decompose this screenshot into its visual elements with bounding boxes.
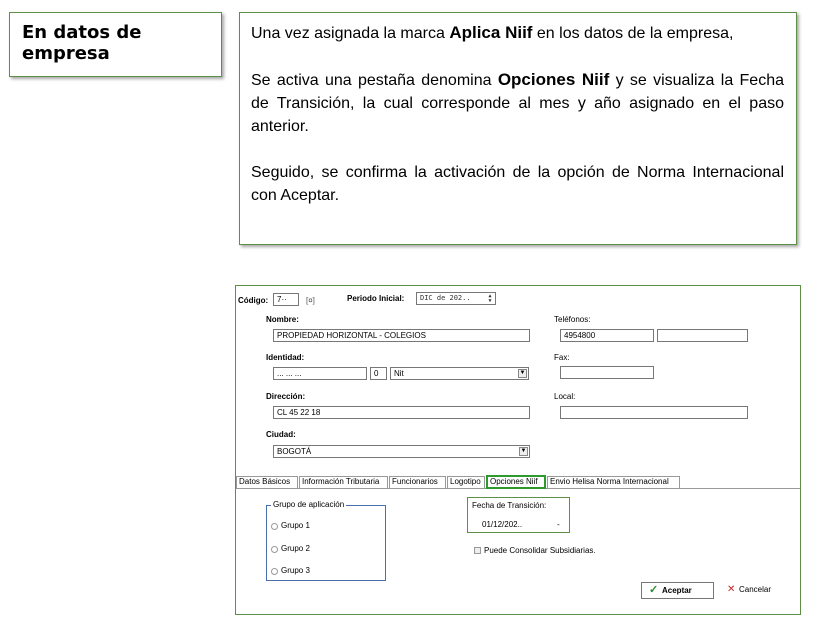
fecha-transicion-suffix: - (557, 520, 560, 529)
grupo-1-radio[interactable] (271, 523, 278, 530)
ciudad-label: Ciudad: (266, 430, 296, 439)
consolidar-checkbox[interactable] (474, 547, 481, 554)
tab-logotipo[interactable]: Logotipo (447, 476, 485, 488)
cancelar-button[interactable] (727, 582, 777, 599)
identidad-input[interactable]: ... ... ... (273, 367, 367, 380)
paragraph-3: Seguido, se confirma la activación de la opción de Norma Internacional con Aceptar. (251, 164, 784, 204)
fecha-transicion-label: Fecha de Transición: (472, 501, 547, 510)
spin-arrows-icon[interactable]: ▲ ▼ (488, 293, 492, 304)
telefonos-label: Teléfonos: (554, 315, 591, 324)
paragraph-2: Se activa una pestaña denomina Opciones Niif y se visualiza la Fecha de Transición, la cual corresponde al mes y año asignado en el paso anterior. (251, 70, 784, 135)
tab-informacion-tributaria[interactable]: Información Tributaria (299, 476, 388, 488)
codigo-input[interactable]: 7·· (273, 293, 299, 306)
codigo-label: Código: (238, 296, 269, 305)
periodo-label: Periodo Inicial: (347, 294, 405, 303)
chevron-down-icon[interactable]: ▼ (519, 370, 526, 376)
direccion-label: Dirección: (266, 392, 306, 401)
paragraph-1: Una vez asignada la marca Aplica Niif en los datos de la empresa, (251, 23, 734, 42)
tab-datos-basicos[interactable]: Datos Básicos (236, 476, 298, 488)
nombre-input[interactable]: PROPIEDAD HORIZONTAL - COLEGIOS (273, 329, 530, 342)
cancelar-label: Cancelar (739, 585, 772, 594)
local-label: Local: (554, 392, 576, 401)
digito-verificacion-input[interactable]: 0 (370, 367, 387, 380)
grupo-aplicacion-group (266, 500, 386, 581)
telefono-2-input[interactable] (657, 329, 748, 342)
consolidar-label: Puede Consolidar Subsidiarias. (484, 546, 596, 555)
slide-heading-box (9, 12, 222, 77)
close-icon: ✕ (727, 584, 736, 595)
ciudad-select[interactable]: BOGOTÁ ▼ (273, 445, 530, 458)
chevron-down-icon[interactable]: ▼ (520, 448, 527, 454)
tab-funcionarios[interactable]: Funcionarios (389, 476, 446, 488)
tab-envio-helisa[interactable]: Envio Helisa Norma Internacional (547, 476, 680, 488)
periodo-input[interactable]: DIC de 202.. ▲ ▼ (416, 292, 496, 305)
fax-input[interactable] (560, 366, 654, 379)
grupo-2-label: Grupo 2 (281, 544, 310, 553)
grupo-aplicacion-legend: Grupo de aplicación (273, 500, 345, 509)
tab-opciones-niif[interactable]: Opciones Niif (486, 475, 546, 489)
company-dialog (235, 285, 801, 615)
grupo-3-label: Grupo 3 (281, 566, 310, 575)
local-input[interactable] (560, 406, 748, 419)
aceptar-button[interactable] (641, 582, 714, 599)
slide-heading: En datos de empresa (22, 22, 142, 64)
tipo-identidad-select[interactable]: Nit ▼ (390, 367, 529, 380)
codigo-lookup-button[interactable]: [¤] (306, 296, 315, 305)
fecha-transicion-box (467, 497, 570, 533)
grupo-3-radio[interactable] (271, 568, 278, 575)
check-icon: ✓ (649, 584, 659, 596)
nombre-label: Nombre: (266, 315, 299, 324)
fecha-transicion-value: 01/12/202.. (482, 520, 523, 529)
identidad-label: Identidad: (266, 353, 305, 362)
grupo-2-radio[interactable] (271, 546, 278, 553)
grupo-1-label: Grupo 1 (281, 521, 310, 530)
slide-text-box (239, 12, 797, 245)
direccion-input[interactable]: CL 45 22 18 (273, 406, 530, 419)
fax-label: Fax: (554, 353, 570, 362)
aceptar-label: Aceptar (662, 586, 692, 595)
telefono-1-input[interactable]: 4954800 (560, 329, 654, 342)
tab-bar (236, 475, 800, 489)
